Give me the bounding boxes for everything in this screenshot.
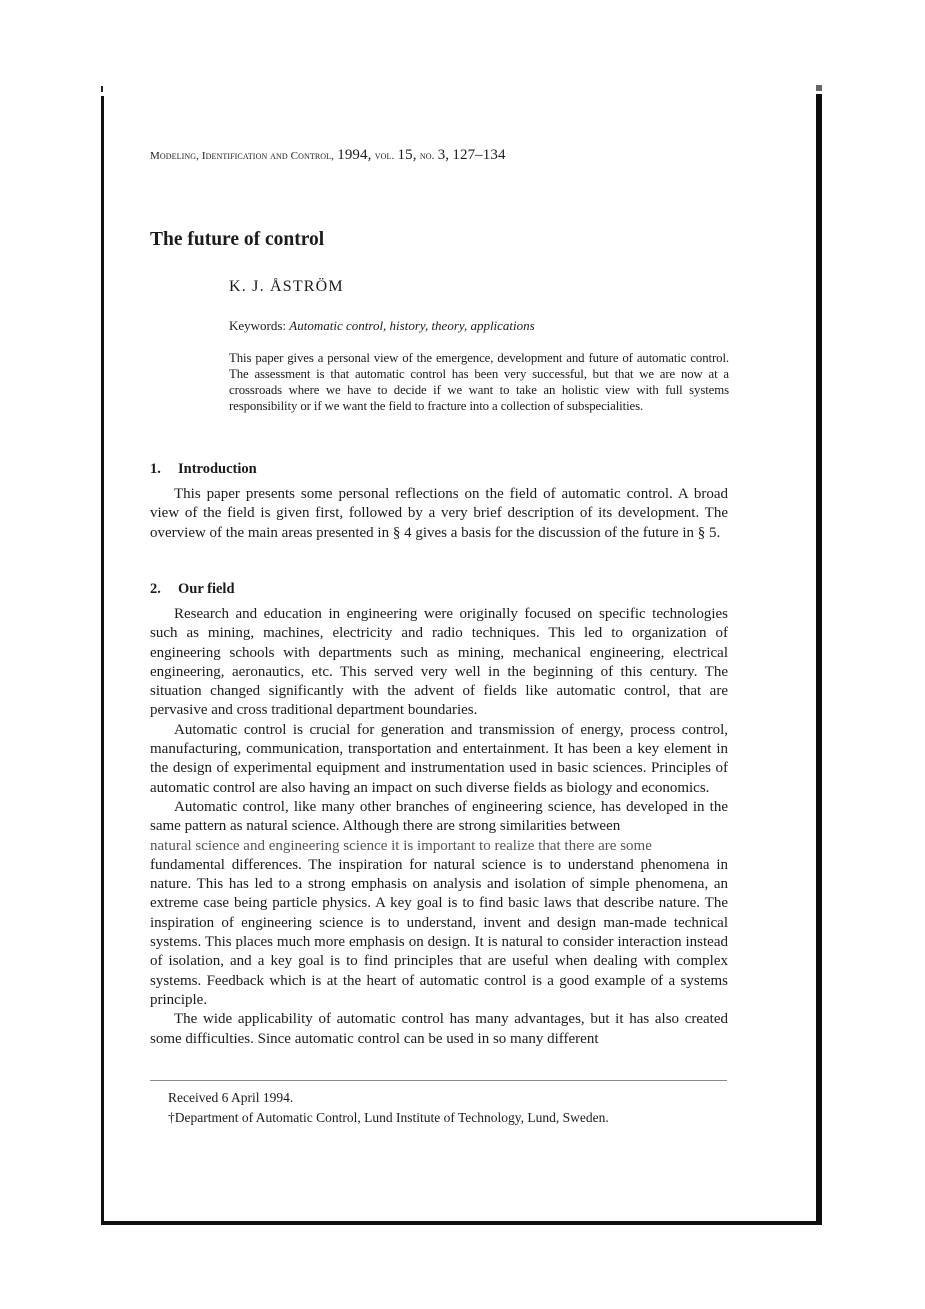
paragraph: This paper presents some personal reflections on the field of automatic control. A broad view of the field is given first, followed by a very brief description of its development. The overview of the main areas presented in § 4 gives a basis for the discussion of the future in § 5. (150, 486, 728, 541)
paragraph: Research and education in engineering were originally focused on specific technologies such as mining, machines, electricity and radio techniques. This led to organization of engineering schools with departments such as mining, mechanical engineering, electrical engineering, aeronautics, etc. This served very well in the beginning of this century. The situation changed significantly with the advent of fields like automatic control, that are pervasive and cross traditional department boundaries. (150, 606, 728, 719)
section-heading-introduction (150, 461, 257, 478)
received-date-note: Received 6 April 1994. (168, 1090, 294, 1105)
faded-scan-line: natural science and engineering science it is important to realize that there are some (150, 837, 652, 854)
journal-year: 1994, (337, 147, 372, 163)
journal-number: 3, (437, 147, 450, 163)
footnote-divider (150, 1080, 727, 1081)
article-title: The future of control (150, 229, 325, 250)
section-number: 2. (150, 581, 161, 597)
scan-edge-mark (101, 86, 103, 92)
journal-volume: 15, (397, 147, 417, 163)
journal-name: Modeling, Identification and Control, (150, 150, 334, 162)
affiliation-note: †Department of Automatic Control, Lund Institute of Technology, Lund, Sweden. (168, 1110, 609, 1125)
our-field-body (150, 605, 728, 1049)
paragraph: Automatic control, like many other branches of engineering science, has developed in the same pattern as natural science. Although there are strong similarities between (150, 798, 728, 835)
introduction-body (150, 485, 728, 543)
paragraph: The wide applicability of automatic control has many advantages, but it has also created some difficulties. Since automatic control can be used in so many different (150, 1011, 728, 1047)
page-range: 127–134 (452, 147, 506, 163)
section-heading-our-field (150, 581, 235, 598)
scan-edge-mark (816, 85, 822, 91)
section-title: Our field (178, 581, 235, 597)
scan-border-left (101, 96, 104, 1224)
volume-label: vol. (374, 150, 395, 162)
abstract: This paper gives a personal view of the emergence, development and future of automatic control. The assessment is that automatic control has been very successful, but that we are now at a crossroads where we have to decide if we want to take an holistic view with full systems responsibility or if we want the field to fracture into a collection of subspecialities. (229, 351, 729, 414)
running-head (150, 147, 506, 164)
section-title: Introduction (178, 461, 257, 477)
article-author: K. J. ÅSTRÖM (229, 278, 344, 295)
keywords-line (229, 318, 535, 334)
paragraph-continued: fundamental differences. The inspiration for natural science is to understand phenomena in nature. This has led to a strong emphasis on analysis and isolation of simple phenomena, an extreme case being particle physics. A key goal is to find basic laws that describe nature. The inspiration of engineering science is to understand, invent and design man-made technical systems. This places much more emphasis on design. It is natural to consider interaction instead of isolation, and a key goal is to find principles that are useful when dealing with complex systems. Feedback which is at the heart of automatic control is a good example of a systems principle. (150, 856, 728, 1008)
number-label: no. (419, 150, 435, 162)
keywords-list: Automatic control, history, theory, applications (289, 318, 535, 333)
scan-border-bottom (101, 1221, 822, 1225)
footnotes (168, 1088, 609, 1128)
section-number: 1. (150, 461, 161, 477)
scan-border-right (816, 94, 822, 1224)
keywords-label: Keywords: (229, 318, 287, 333)
paragraph: Automatic control is crucial for generation and transmission of energy, process control, manufacturing, communication, transportation and entertainment. It has been a key element in the design of experimental equipment and instrumentation used in basic sciences. Principles of automatic control are also having an impact on such diverse fields as biology and economics. (150, 721, 728, 796)
